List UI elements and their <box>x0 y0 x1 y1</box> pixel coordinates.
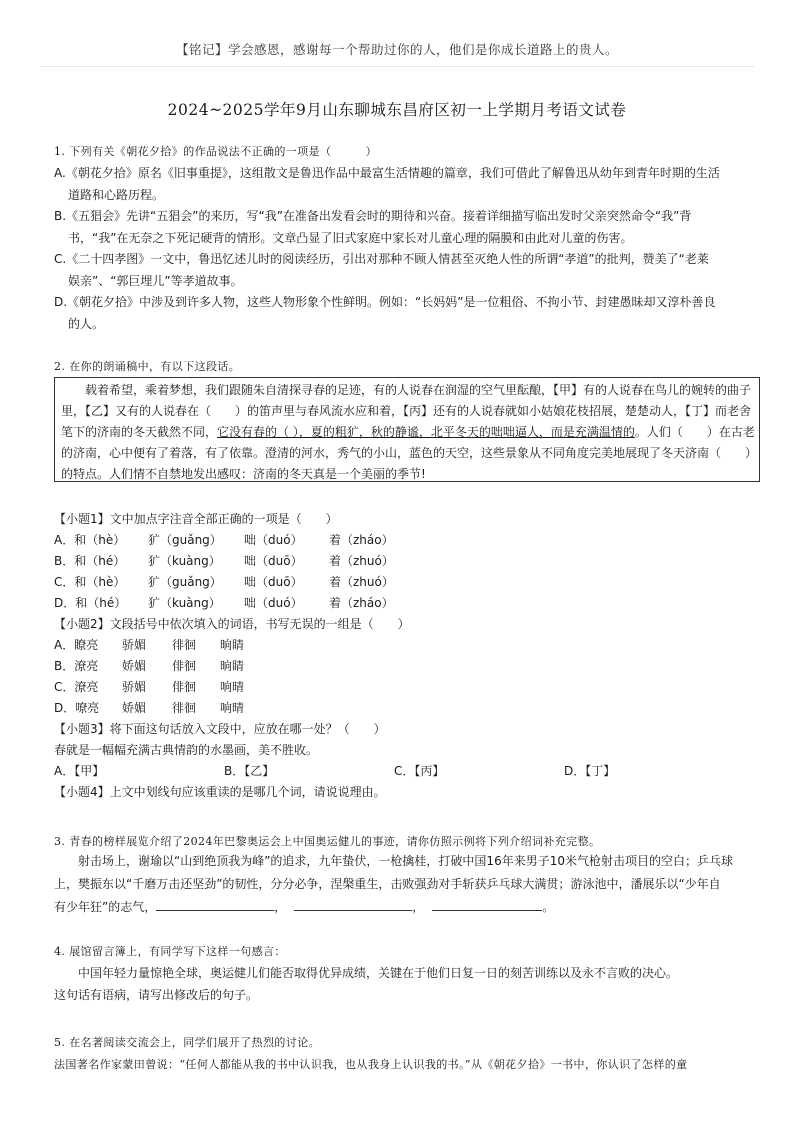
question-5-stem: 5. 在名著阅读交流会上，同学们展开了热烈的讨论。 <box>54 1036 320 1049</box>
q1-option-d-line2: 的人。 <box>68 316 105 331</box>
sub2-b-word1: B．潦亮 <box>54 659 99 673</box>
sub3-option-c: C．【丙】 <box>394 764 445 778</box>
sub1-a-he: A．和（hè） <box>54 533 126 547</box>
sub1-b-duo: 咄（duō） <box>244 554 303 568</box>
sub2-c-word1: C．潦亮 <box>54 680 99 694</box>
sub2-a-word3: 徘徊 <box>172 638 197 652</box>
question-4-sentence: 中国年轻力量惊艳全球，奥运健儿们能否取得优异成绩，关键在于他们日复一日的刻苦训练以及永不言败的决心。 <box>78 966 679 980</box>
sub2-a-word2: 骄媚 <box>122 638 147 652</box>
sub2-c-word3: 俳徊 <box>172 680 197 694</box>
passage-underlined-sentence: 它没有春的（ ），夏的粗犷，秋的静谧，北平冬天的咄咄逼人，而是充满温情的 <box>217 425 635 439</box>
question-1-options <box>54 163 754 335</box>
subquestion-4: 【小题4】上文中划线句应该重读的是哪几个词，请说说理由。 <box>54 785 386 799</box>
sub1-d-he: D．和（hé） <box>54 596 127 610</box>
header-motto: 【铭记】学会感恩，感谢每一个帮助过你的人，他们是你成长道路上的贵人。 <box>175 42 618 57</box>
q3-sep-1: ， <box>274 900 287 914</box>
sub1-b-zhuo: 着（zhuó） <box>329 554 394 568</box>
passage-text-part1: 载着希望，乘着梦想，我们跟随朱自清探寻春的足迹，有的人说春在润湿的空气里酝酿，【甲】有的人说春在鸟儿的婉转的曲子里，【乙】又有的人说春在（ ）的笛声里与春风流水应和着，【丙】还有的人说春就如小姑娘花枝招展，楚楚动人，【丁】而老舍笔下的济南的冬天截然不同， <box>61 383 752 439</box>
q1-option-a-line1: A.《朝花夕拾》原名《旧事重提》，这组散文是鲁迅作品中最富生活情趣的篇章，我们可借此了解鲁迅从幼年到青年时期的生活 <box>54 166 720 180</box>
question-2-passage-box <box>54 377 760 482</box>
sub2-c-word2: 骄媚 <box>122 680 147 694</box>
question-2-stem: 2. 在你的朗诵稿中，有以下这段话。 <box>54 360 241 373</box>
sub1-a-guang: 犷（guǎng） <box>148 533 222 547</box>
sub1-c-duo: 咄（duō） <box>244 575 303 589</box>
q1-option-b-line2: 书，“我”在无奈之下死记硬背的情形。文章凸显了旧式家庭中家长对儿童心理的隔膜和由此对儿童的伤害。 <box>68 230 633 245</box>
question-3-stem: 3. 青春的榜样展览介绍了2024年巴黎奥运会上中国奥运健儿的事迹，请你仿照示例将下列介绍词补充完整。 <box>54 835 601 848</box>
question-1-stem: 1. 下列有关《朝花夕拾》的作品说法不正确的一项是（ ） <box>54 145 377 158</box>
subquestion-1: 【小题1】文中加点字注音全部正确的一项是（ ） <box>54 512 338 526</box>
q3-end-punct: 。 <box>542 900 555 914</box>
q1-option-a-line2: 道路和心路历程。 <box>68 187 165 202</box>
answer-blank-2[interactable] <box>294 899 412 911</box>
sub1-c-he: C．和（hè） <box>54 575 126 589</box>
q3-sep-2: ， <box>412 900 425 914</box>
sub2-c-word4: 响晴 <box>220 680 245 694</box>
subquestion-2: 【小题2】文段括号中依次填入的词语，书写无误的一组是（ ） <box>54 617 410 631</box>
q1-option-c-line1: C.《二十四孝图》一文中，鲁迅忆述儿时的阅读经历，引出对那种不顾人情甚至灭绝人性的所谓“孝道”的批判，赞美了“老莱 <box>54 252 709 266</box>
q3-line-3 <box>54 896 754 919</box>
sub1-d-duo: 咄（duó） <box>244 596 303 610</box>
answer-blank-1[interactable] <box>156 899 274 911</box>
passage-text-part2: 。人们（ ）在古老的济南，心中便有了着落，有了依靠。澄清的河水，秀气的小山，蓝色的天空，这些景象从不同角度完美地展现了冬天济南（ ）的特点。人们情不自禁地发出感叹：济南的冬天真是一个美丽的季节! <box>61 425 755 481</box>
sub2-b-word2: 娇媚 <box>122 659 147 673</box>
subquestion-3-sentence: 春就是一幅幅充满古典情韵的水墨画，美不胜收。 <box>54 743 319 757</box>
sub2-a-word4: 晌睛 <box>220 638 245 652</box>
exam-title: 2024~2025学年9月山东聊城东昌府区初一上学期月考语文试卷 <box>167 101 627 119</box>
q3-line-3-text: 有少年狂”的志气， <box>54 900 157 914</box>
question-4-stem: 4. 展馆留言簿上，有同学写下这样一句感言： <box>54 945 286 958</box>
sub3-option-d: D．【丁】 <box>564 764 616 778</box>
sub1-c-zhuo: 着（zhuó） <box>329 575 394 589</box>
q3-line-2: 上，樊振东以“千磨万击还坚劲”的韧性，分分必争，涅槃重生，击败强劲对手斩获乒乓球大满贯；游泳池中，潘展乐以“少年自 <box>54 877 721 891</box>
subquestion-3: 【小题3】将下面这句话放入文段中，应放在哪一处？（ ） <box>54 722 386 736</box>
sub2-d-word2: 娇媚 <box>122 701 147 715</box>
sub1-a-duo: 咄（duó） <box>244 533 303 547</box>
sub1-b-kuang: 犷（kuàng） <box>148 554 221 568</box>
question-4-ask: 这句话有语病，请写出修改后的句子。 <box>54 988 259 1002</box>
answer-blank-3[interactable] <box>432 899 542 911</box>
sub1-d-zhao: 着（zháo） <box>329 596 394 610</box>
sub2-b-word4: 晌睛 <box>220 659 245 673</box>
sub2-a-word1: A．瞭亮 <box>54 638 99 652</box>
sub2-b-word3: 俳徊 <box>172 659 197 673</box>
header-divider <box>40 66 754 67</box>
q3-line-1: 射击场上，谢瑜以“山到绝顶我为峰”的追求，九年蛰伏，一枪擒桂，打破中国16年来男子10米气枪射击项目的空白；乒乓球 <box>78 854 733 868</box>
sub1-a-zhao: 着（zháo） <box>329 533 394 547</box>
sub3-option-a: A．【甲】 <box>54 764 105 778</box>
sub2-d-word3: 徘徊 <box>172 701 197 715</box>
question-5-line: 法国著名作家蒙田曾说：“任何人都能从我的书中认识我，也从我身上认识我的书。”从《朝花夕拾》一书中，你认识了怎样的童 <box>54 1058 688 1071</box>
q1-option-b-line1: B.《五猖会》先讲“五猖会”的来历，写“我”在准备出发看会时的期待和兴奋。接着详细描写临出发时父亲突然命令“我”背 <box>54 209 692 223</box>
question-3-paragraph <box>54 850 754 919</box>
sub3-option-b: B．【乙】 <box>224 764 275 778</box>
sub1-b-he: B．和（hé） <box>54 554 126 568</box>
sub2-d-word4: 响晴 <box>220 701 245 715</box>
q1-option-c-line2: 娱亲”、“郭巨埋儿”等孝道故事。 <box>68 273 243 288</box>
sub1-c-guang: 犷（guǎng） <box>148 575 222 589</box>
sub2-d-word1: D．嘹亮 <box>54 701 100 715</box>
sub1-d-kuang: 犷（kuàng） <box>148 596 221 610</box>
q1-option-d-line1: D.《朝花夕拾》中涉及到许多人物，这些人物形象个性鲜明。例如：“长妈妈”是一位粗俗、不拘小节、封建愚昧却又淳朴善良 <box>54 295 716 309</box>
